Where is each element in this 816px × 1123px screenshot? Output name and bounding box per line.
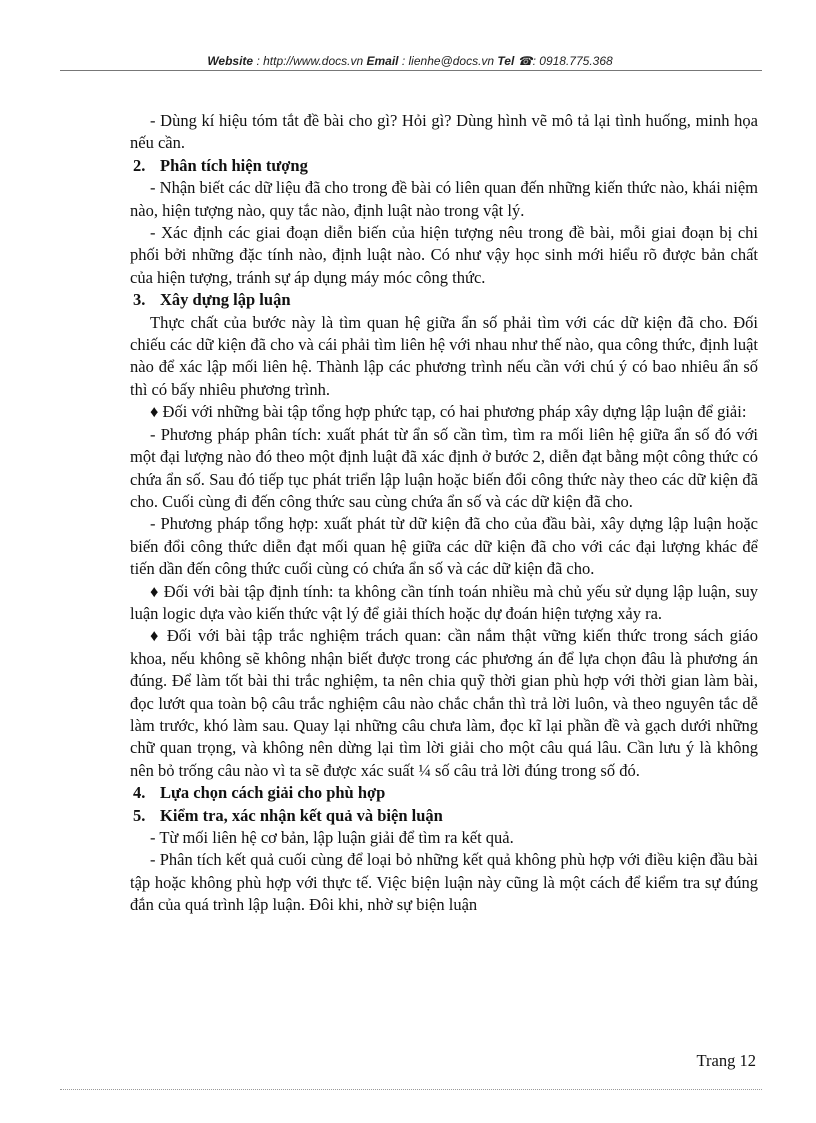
page-number: Trang 12 [696, 1051, 756, 1070]
paragraph-10: - Từ mối liên hệ cơ bản, lập luận giải để tìm ra kết quả. [150, 828, 514, 847]
paragraph-7: - Phương pháp tổng hợp: xuất phát từ dữ kiện đã cho của đầu bài, xây dựng lập luận hoặc biến đổi công thức diễn đạt mối quan hệ giữa các dữ kiện đã cho với các đại lượng khác để tiến dần đến công thức cuối cùng có chứa ẩn số và các dữ kiện đã cho. [130, 514, 758, 579]
heading-2-text: Phân tích hiện tượng [160, 155, 308, 175]
heading-4-text: Lựa chọn cách giải cho phù hợp [160, 783, 386, 803]
paragraph-3: - Xác định các giai đoạn diễn biến của hiện tượng nêu trong đề bài, mỗi giai đoạn bị chi phối bởi những đặc tính nào, định luật nào. Có như vậy học sinh mới hiểu rõ được bản chất của hiện tượng, tránh sự áp dụng máy móc công thức. [130, 223, 758, 287]
heading-4 [130, 782, 758, 804]
email-link[interactable]: : lienhe@docs.vn [398, 54, 498, 68]
phone-icon: ☎ [517, 54, 533, 68]
paragraph-1: - Dùng kí hiệu tóm tắt đề bài cho gì? Hỏi gì? Dùng hình vẽ mô tả lại tình huống, minh họa nếu cần. [130, 111, 758, 153]
page-bottom-divider [60, 1089, 762, 1090]
tel-label: Tel [497, 54, 518, 68]
heading-3-number: 3. [133, 290, 146, 310]
website-label: Website [207, 54, 254, 68]
paragraph-11: - Phân tích kết quả cuối cùng để loại bỏ những kết quả không phù hợp với điều kiện đầu bài tập hoặc không phù hợp với thực tế. Việc biện luận này cũng là một cách để kiểm tra sự đúng đắn của quá trình lập luận. Đôi khi, nhờ sự biện luận [130, 850, 758, 915]
heading-4-number: 4. [133, 783, 146, 803]
heading-3-text: Xây dựng lập luận [160, 290, 291, 310]
paragraph-6: - Phương pháp phân tích: xuất phát từ ẩn số cần tìm, tìm ra mối liên hệ giữa ẩn số đó với một đại lượng nào đó theo một định luật đã xác định ở bước 2, diễn đạt bằng một công thức có chứa ẩn số. Sau đó tiếp tục phát triển lập luận hoặc biến đổi công thức này theo các dữ kiện đã cho. Cuối cùng đi đến công thức sau cùng chứa ẩn số và các dữ kiện đã cho. [130, 424, 758, 511]
heading-5 [130, 805, 758, 827]
heading-5-text: Kiểm tra, xác nhận kết quả và biện luận [160, 805, 443, 825]
document-body [130, 110, 758, 917]
tel-value: : 0918.775.368 [532, 54, 613, 68]
heading-2 [130, 155, 758, 177]
heading-5-number: 5. [133, 805, 146, 825]
heading-3 [130, 289, 758, 311]
website-link[interactable]: : http://www.docs.vn [253, 54, 367, 68]
paragraph-2: - Nhận biết các dữ liệu đã cho trong đề bài có liên quan đến những kiến thức nào, khái niệm nào, hiện tượng nào, quy tắc nào, định luật nào trong vật lý. [130, 178, 758, 220]
paragraph-4: Thực chất của bước này là tìm quan hệ giữa ẩn số phải tìm với các dữ kiện đã cho. Đối chiếu các dữ kiện đã cho và cái phải tìm liên hệ với nhau như thế nào, qua công thức, định luật nào để xác lập mối liên hệ. Thành lập các phương trình nếu cần với chú ý có bao nhiêu ẩn số thì có bấy nhiêu phương trình. [130, 312, 758, 399]
paragraph-5: ♦ Đối với những bài tập tổng hợp phức tạp, có hai phương pháp xây dựng lập luận để giải: [150, 402, 747, 422]
heading-2-number: 2. [133, 155, 146, 175]
paragraph-9: ♦ Đối với bài tập trắc nghiệm trách quan: cần nắm thật vững kiến thức trong sách giáo khoa, nếu không sẽ không nhận biết được trong các phương án để lựa chọn đâu là phương án đúng. Để làm tốt bài thi trắc nghiệm, ta nên chia quỹ thời gian phù hợp với thời gian làm bài, đọc lướt qua toàn bộ câu trắc nghiệm câu nào chắc chắn thì trả lời luôn, và theo nguyên tắc dễ làm trước, khó làm sau. Quay lại những câu chưa làm, đọc kĩ lại phần đề và gạch dưới những chữ quan trọng, và không nên dừng lại tìm lời giải cho một câu quá lâu. Cần lưu ý là không nên bỏ trống câu nào vì ta sẽ được xác suất ¼ số câu trả lời đúng trong số đó. [130, 626, 758, 780]
email-label: Email [366, 54, 399, 68]
paragraph-8: ♦ Đối với bài tập định tính: ta không cần tính toán nhiều mà chủ yếu sử dụng lập luận, suy luận logic dựa vào kiến thức vật lý để giải thích hoặc dự đoán hiện tượng xảy ra. [130, 581, 758, 623]
header-divider [60, 70, 762, 71]
